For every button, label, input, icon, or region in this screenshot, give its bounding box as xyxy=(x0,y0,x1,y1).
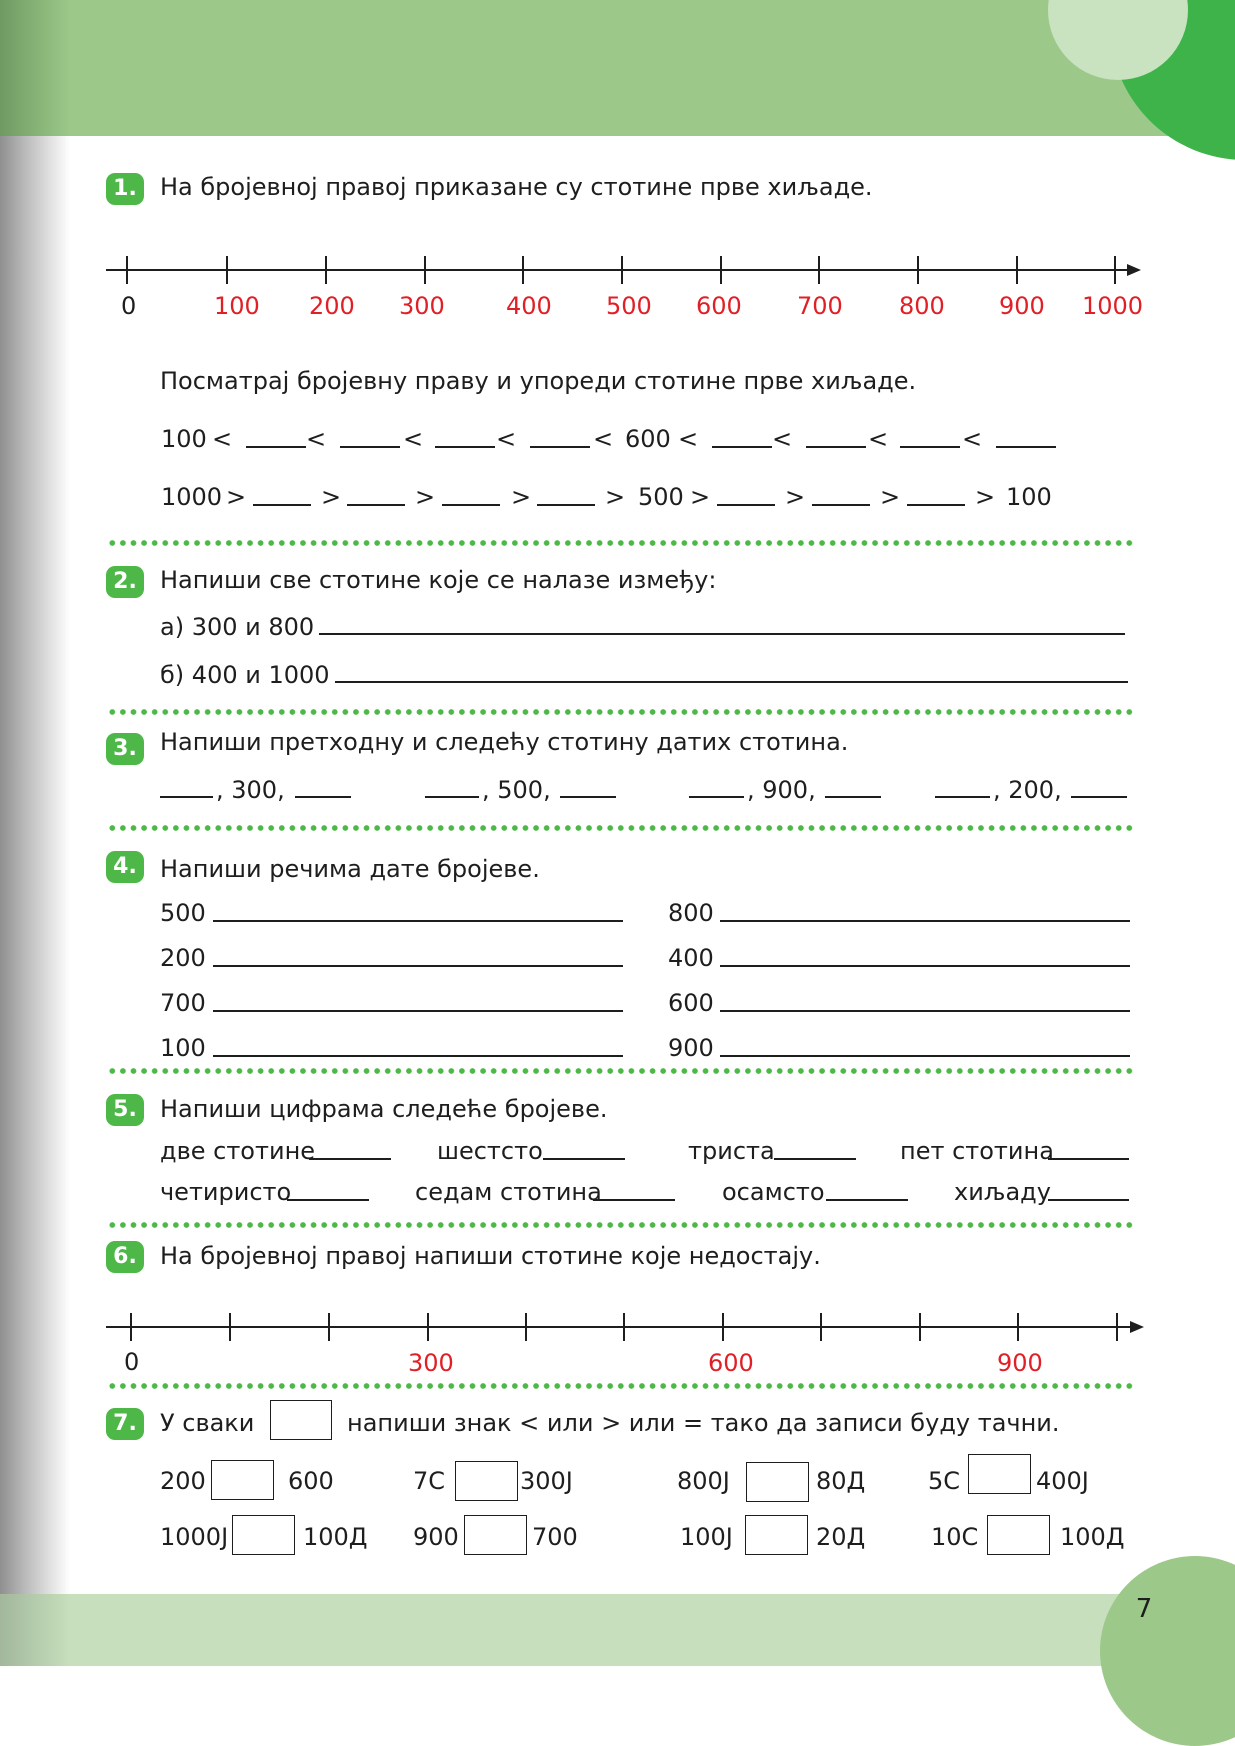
compare-right: 100Д xyxy=(303,1523,368,1551)
answer-blank[interactable] xyxy=(825,796,881,798)
lt-sign: < xyxy=(306,425,327,453)
compare-left: 100Ј xyxy=(680,1523,733,1551)
task-1-instruction: На бројевној правој приказане су стотине прве хиљаде. xyxy=(160,173,873,201)
answer-blank[interactable] xyxy=(689,796,744,798)
nl2-label: 300 xyxy=(408,1349,454,1377)
page-gutter-shadow xyxy=(0,0,70,1666)
gt-sign: > xyxy=(605,483,626,511)
lt-sign: < xyxy=(212,425,233,453)
answer-blank[interactable] xyxy=(806,446,866,448)
answer-line[interactable] xyxy=(720,1055,1130,1057)
answer-blank[interactable] xyxy=(309,1158,391,1160)
task-4-number: 100 xyxy=(160,1034,206,1062)
nl1-label: 700 xyxy=(797,292,843,320)
task-6-instruction: На бројевној правој напиши стотине које недостају. xyxy=(160,1242,821,1270)
task-4-number: 500 xyxy=(160,899,206,927)
gt-sign: > xyxy=(785,483,806,511)
gt-sign: > xyxy=(321,483,342,511)
number-word: триста xyxy=(688,1137,775,1165)
answer-line[interactable] xyxy=(720,965,1130,967)
answer-blank[interactable] xyxy=(935,796,990,798)
task-1-badge: 1. xyxy=(106,173,144,205)
lt-sign: < xyxy=(496,425,517,453)
section-divider xyxy=(107,825,1137,831)
lt-sign: < xyxy=(403,425,424,453)
task-4-instruction: Напиши речима дате бројеве. xyxy=(160,855,540,883)
task-2b-label: б) 400 и 1000 xyxy=(160,661,330,689)
answer-blank[interactable] xyxy=(425,796,479,798)
compare-left: 5С xyxy=(928,1467,961,1495)
compare-left: 10С xyxy=(931,1523,979,1551)
section-divider xyxy=(107,1068,1137,1074)
sign-answer-box[interactable] xyxy=(745,1515,808,1555)
page-number-circle xyxy=(1100,1556,1235,1746)
task-4-number: 800 xyxy=(668,899,714,927)
compare-right: 100Д xyxy=(1060,1523,1125,1551)
answer-blank[interactable] xyxy=(347,504,405,506)
answer-line[interactable] xyxy=(720,920,1130,922)
lt-sign: < xyxy=(772,425,793,453)
answer-blank[interactable] xyxy=(537,504,595,506)
answer-blank[interactable] xyxy=(900,446,960,448)
answer-line[interactable] xyxy=(213,920,623,922)
task-7-badge: 7. xyxy=(106,1408,144,1440)
nl1-label: 300 xyxy=(399,292,445,320)
answer-blank[interactable] xyxy=(1048,1199,1129,1201)
answer-blank[interactable] xyxy=(593,1199,675,1201)
answer-blank[interactable] xyxy=(1071,796,1127,798)
task-3-instruction: Напиши претходну и следећу стотину датих стотина. xyxy=(160,728,849,756)
nl2-label: 0 xyxy=(124,1348,140,1376)
sign-answer-box[interactable] xyxy=(987,1515,1050,1555)
compare-left: 1000Ј xyxy=(160,1523,229,1551)
answer-blank[interactable] xyxy=(253,504,311,506)
number-word: шестсто xyxy=(437,1137,543,1165)
gt-sign: > xyxy=(415,483,436,511)
nl2-label: 600 xyxy=(708,1349,754,1377)
answer-blank[interactable] xyxy=(246,446,306,448)
compare-left: 800Ј xyxy=(677,1467,730,1495)
gt-sign: > xyxy=(690,483,711,511)
answer-line[interactable] xyxy=(213,1055,623,1057)
compare-left: 900 xyxy=(413,1523,459,1551)
task-4-badge: 4. xyxy=(106,851,144,883)
section-divider xyxy=(107,1383,1137,1389)
task-4-number: 200 xyxy=(160,944,206,972)
task-4-number: 700 xyxy=(160,989,206,1017)
compare-start: 1000 xyxy=(161,483,223,511)
number-word: осамсто xyxy=(722,1178,825,1206)
header-gutter xyxy=(0,0,70,136)
answer-blank[interactable] xyxy=(442,504,500,506)
nl1-label: 1000 xyxy=(1082,292,1144,320)
footer-band xyxy=(0,1594,1235,1666)
compare-right: 700 xyxy=(532,1523,578,1551)
number-word: две стотине xyxy=(160,1137,316,1165)
nl1-label: 200 xyxy=(309,292,355,320)
lt-sign: < xyxy=(678,425,699,453)
answer-blank[interactable] xyxy=(712,446,772,448)
answer-blank[interactable] xyxy=(340,446,400,448)
sign-answer-box[interactable] xyxy=(746,1462,809,1502)
number-word: седам стотина xyxy=(415,1178,602,1206)
answer-line-2a[interactable] xyxy=(319,633,1125,635)
nl1-label: 500 xyxy=(606,292,652,320)
page-number: 7 xyxy=(1135,1594,1153,1624)
answer-blank[interactable] xyxy=(774,1158,856,1160)
task-1-compare-instruction: Посматрај бројевну праву и упореди стотине прве хиљаде. xyxy=(160,367,917,395)
nl1-label: 800 xyxy=(899,292,945,320)
section-divider xyxy=(107,1222,1137,1228)
compare-right: 400Ј xyxy=(1036,1467,1089,1495)
sign-answer-box[interactable] xyxy=(232,1515,295,1555)
given-hundred: , 500, xyxy=(482,776,551,804)
task-2-instruction: Напиши све стотине које се налазе између: xyxy=(160,566,717,594)
compare-right: 600 xyxy=(288,1467,334,1495)
task-4-number: 600 xyxy=(668,989,714,1017)
answer-blank[interactable] xyxy=(812,504,870,506)
sign-answer-box[interactable] xyxy=(464,1515,527,1555)
answer-line[interactable] xyxy=(213,965,623,967)
compare-right: 300Ј xyxy=(520,1467,573,1495)
nl1-label: 0 xyxy=(121,292,137,320)
compare-left: 7С xyxy=(413,1467,446,1495)
task-2a-label: а) 300 и 800 xyxy=(160,613,315,641)
nl1-label: 600 xyxy=(696,292,742,320)
answer-blank[interactable] xyxy=(717,504,775,506)
task-7-instruction-end: напиши знак < или > или = тако да записи буду тачни. xyxy=(347,1409,1060,1437)
sign-answer-box[interactable] xyxy=(455,1461,518,1501)
footer-gutter xyxy=(0,1594,70,1666)
compare-right: 20Д xyxy=(816,1523,866,1551)
lt-sign: < xyxy=(962,425,983,453)
section-divider xyxy=(107,540,1137,546)
gt-sign: > xyxy=(975,483,996,511)
task-7-instruction-start: У сваки xyxy=(160,1409,255,1437)
answer-line[interactable] xyxy=(720,1010,1130,1012)
compare-mid: 500 xyxy=(638,483,684,511)
task-4-number: 900 xyxy=(668,1034,714,1062)
number-word: пет стотина xyxy=(900,1137,1054,1165)
compare-right: 80Д xyxy=(816,1467,866,1495)
sign-answer-box[interactable] xyxy=(968,1454,1031,1494)
nl1-label: 900 xyxy=(999,292,1045,320)
task-2-badge: 2. xyxy=(106,566,144,598)
example-answer-box xyxy=(270,1400,332,1440)
compare-end: 100 xyxy=(1006,483,1052,511)
given-hundred: , 300, xyxy=(216,776,285,804)
task-5-badge: 5. xyxy=(106,1094,144,1126)
number-line-1-ticks xyxy=(127,256,1115,284)
answer-blank[interactable] xyxy=(295,796,351,798)
answer-blank[interactable] xyxy=(287,1199,369,1201)
section-divider xyxy=(107,709,1137,715)
number-word: хиљаду xyxy=(954,1178,1051,1206)
sign-answer-box[interactable] xyxy=(211,1460,274,1500)
gt-sign: > xyxy=(511,483,532,511)
answer-blank[interactable] xyxy=(435,446,495,448)
answer-blank[interactable] xyxy=(530,446,590,448)
answer-blank[interactable] xyxy=(543,1158,625,1160)
gt-sign: > xyxy=(226,483,247,511)
answer-blank[interactable] xyxy=(1048,1158,1129,1160)
nl1-label: 400 xyxy=(506,292,552,320)
task-6-badge: 6. xyxy=(106,1241,144,1273)
answer-blank[interactable] xyxy=(907,504,965,506)
answer-line[interactable] xyxy=(213,1010,623,1012)
compare-start: 100 xyxy=(161,425,207,453)
nl2-label: 900 xyxy=(997,1349,1043,1377)
nl1-label: 100 xyxy=(214,292,260,320)
lt-sign: < xyxy=(593,425,614,453)
number-line-2-ticks xyxy=(131,1313,1117,1341)
number-word: четиристо xyxy=(160,1178,292,1206)
compare-mid: 600 xyxy=(625,425,671,453)
task-3-badge: 3. xyxy=(106,733,144,765)
given-hundred: , 200, xyxy=(993,776,1062,804)
lt-sign: < xyxy=(868,425,889,453)
answer-blank[interactable] xyxy=(160,796,213,798)
task-5-instruction: Напиши цифрама следеће бројеве. xyxy=(160,1095,608,1123)
gt-sign: > xyxy=(880,483,901,511)
answer-blank[interactable] xyxy=(560,796,616,798)
task-4-number: 400 xyxy=(668,944,714,972)
answer-blank[interactable] xyxy=(826,1199,908,1201)
answer-blank[interactable] xyxy=(996,446,1056,448)
compare-left: 200 xyxy=(160,1467,206,1495)
given-hundred: , 900, xyxy=(747,776,816,804)
answer-line-2b[interactable] xyxy=(335,681,1128,683)
